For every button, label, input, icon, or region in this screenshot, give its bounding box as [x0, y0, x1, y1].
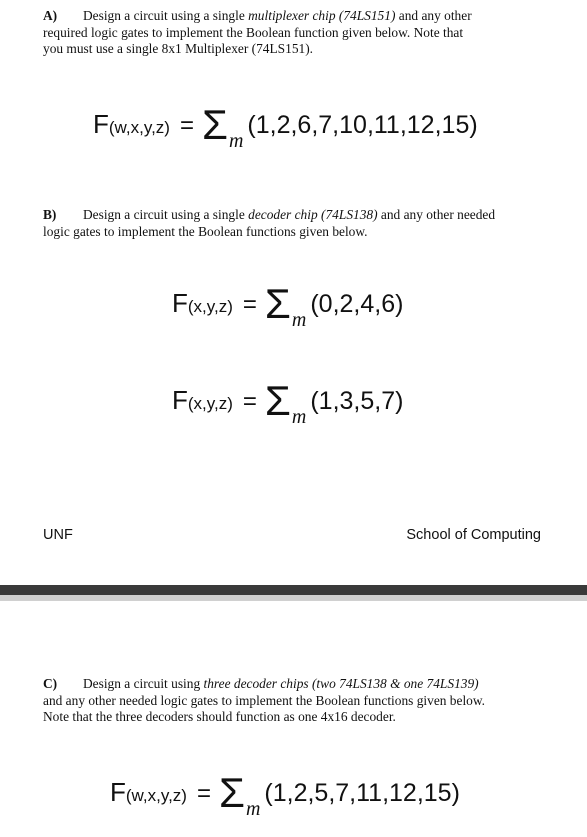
- minterm-list: (1,2,6,7,10,11,12,15): [247, 111, 478, 139]
- footer-left: UNF: [43, 527, 73, 543]
- equals-sign: =: [242, 291, 257, 318]
- function-symbol: F: [110, 777, 126, 807]
- sigma-icon: Σ: [264, 280, 291, 327]
- part-c-line-2: and any other needed logic gates to implement the Boolean functions given below.: [43, 692, 486, 708]
- sigma-icon: Σ: [218, 769, 245, 816]
- minterm-subscript: m: [291, 309, 307, 331]
- part-b-line-1-post: and any other needed: [380, 207, 496, 222]
- part-c-line-1: [43, 676, 563, 693]
- part-b-line-2: logic gates to implement the Boolean functions given below.: [43, 223, 368, 239]
- function-symbol: F: [172, 385, 188, 415]
- function-symbol: F: [93, 109, 109, 139]
- part-a-equation: [93, 101, 478, 153]
- minterm-subscript: m: [291, 406, 307, 428]
- equals-sign: =: [196, 780, 211, 807]
- page-break-dark: [0, 585, 587, 595]
- sigma-icon: Σ: [201, 101, 228, 148]
- part-b-line-1-pre: Design a circuit using a single: [83, 207, 245, 222]
- minterm-list: (1,2,5,7,11,12,15): [264, 779, 460, 807]
- part-a-line-3: you must use a single 8x1 Multiplexer (74LS151).: [43, 41, 314, 56]
- minterm-list: (1,3,5,7): [310, 387, 404, 415]
- part-a-line-2: required logic gates to implement the Boolean function given below. Note that: [43, 24, 464, 40]
- part-a-chip: multiplexer chip (74LS151): [248, 8, 396, 23]
- part-a-line-1-pre: Design a circuit using a single: [83, 8, 245, 23]
- part-a-text: [43, 8, 563, 58]
- minterm-subscript: m: [228, 130, 244, 152]
- part-a-label: A): [43, 8, 58, 23]
- function-symbol: F: [172, 288, 188, 318]
- equals-sign: =: [179, 112, 194, 139]
- part-b-label: B): [43, 207, 57, 222]
- part-c-line-1-pre: Design a circuit using: [83, 676, 201, 691]
- part-b-line-1: [43, 207, 563, 224]
- part-c-equation: [110, 769, 460, 821]
- function-args: (w,x,y,z): [108, 118, 170, 137]
- function-args: (x,y,z): [187, 394, 233, 413]
- page-break-gray: [0, 595, 587, 601]
- part-b-text: [43, 207, 563, 240]
- function-args: (x,y,z): [187, 297, 233, 316]
- minterm-subscript: m: [245, 798, 261, 820]
- part-b-equation-2: [172, 377, 404, 429]
- part-c-line-3: Note that the three decoders should function as one 4x16 decoder.: [43, 709, 396, 724]
- sigma-icon: Σ: [264, 377, 291, 424]
- part-c-chips: three decoder chips (two 74LS138 & one 74LS139): [203, 676, 479, 691]
- part-c-label: C): [43, 676, 58, 691]
- part-b-chip: decoder chip (74LS138): [248, 207, 378, 222]
- part-b-equation-1: [172, 280, 404, 332]
- part-c-text: [43, 676, 563, 726]
- part-a-line-1-post: and any other: [398, 8, 472, 23]
- function-args: (w,x,y,z): [125, 786, 187, 805]
- minterm-list: (0,2,4,6): [310, 290, 404, 318]
- equals-sign: =: [242, 388, 257, 415]
- footer-right: School of Computing: [406, 527, 541, 543]
- part-a-line-1: [43, 8, 563, 25]
